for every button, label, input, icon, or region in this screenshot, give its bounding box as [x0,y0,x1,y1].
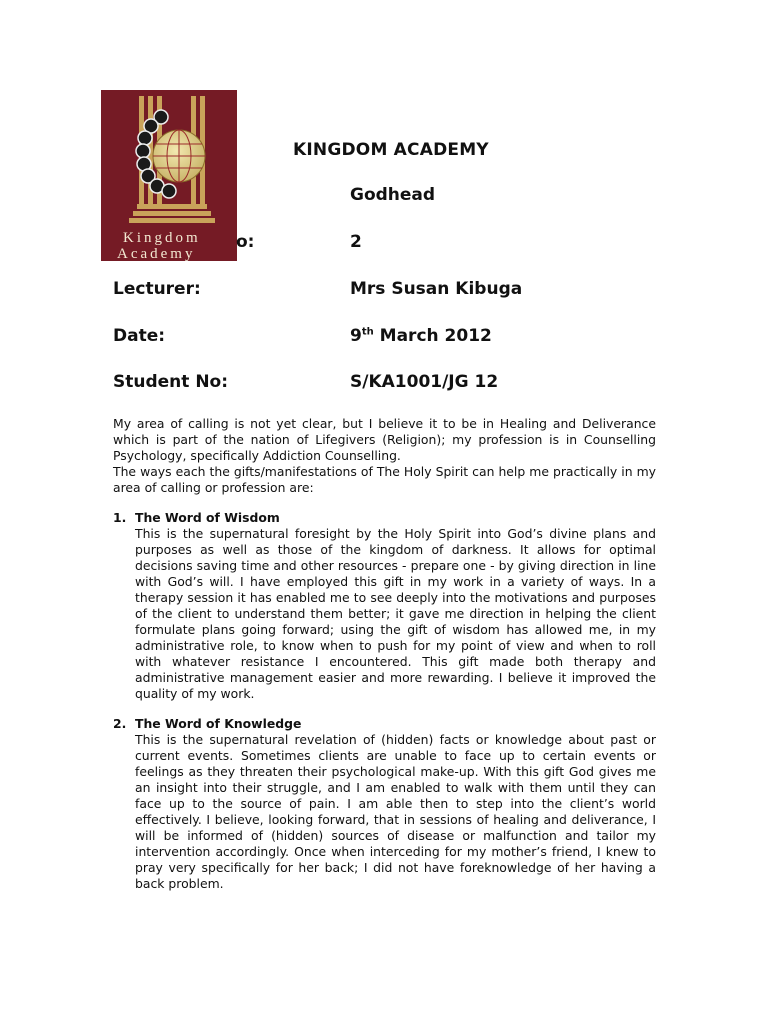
list-item-number: 2. [113,716,127,731]
logo-text-line1: Kingdom [123,230,201,246]
date-day: 9 [350,326,362,346]
kingdom-academy-logo [101,90,237,261]
assignment-label: o: [236,232,255,252]
list-item-number: 1. [113,510,127,525]
date-value [350,326,492,346]
intro-paragraph-2: The ways each the gifts/manifestations of The Holy Spirit can help me practically in my area of calling or profession are: [113,464,656,495]
student-no-value: S/KA1001/JG 12 [350,372,499,392]
gifts-list [113,510,656,892]
list-item-title: The Word of Knowledge [135,716,302,731]
date-suffix: th [361,326,374,338]
list-item-text: This is the supernatural foresight by the Holy Spirit into God’s divine plans and purposes as well as those of the kingdom of darkness. It allows for optimal decisions saving time and other resources - prepare one - by giving direction in line with God’s will. I have employed this gift in my work in a variety of ways. In a therapy session it has enabled me to see deeply into the motivations and purposes of the client to understand them better; it gave me direction in helping the client formulate plans going forward; using the gift of wisdom has allowed me, in my administrative role, to know when to push for my point of view and when to roll with whatever resistance I encountered. This gift made both therapy and administrative management easier and more rewarding. I believe it improved the quality of my work. [135,526,656,701]
assignment-value: 2 [350,232,362,252]
list-item [113,510,656,702]
subject-value: Godhead [350,185,436,205]
lecturer-value: Mrs Susan Kibuga [350,279,523,299]
lecturer-label: Lecturer: [113,279,201,299]
date-rest: March 2012 [379,326,492,346]
list-item-text: This is the supernatural revelation of (hidden) facts or knowledge about past or current events. Sometimes clients are unable to face up to certain events or feelings as they threaten their psychological make-up. With this gift God gives me an insight into their struggle, and I am enabled to walk with them until they can face up to the source of pain. I am able then to step into the client’s world effectively. I believe, looking forward, that in sessions of healing and deliverance, I will be informed of (hidden) sources of disease or malfunction and tailor my intervention accordingly. Once when interceding for my mother’s friend, I knew to pray very specifically for her back; I did not have foreknowledge of her having a back problem. [135,732,656,891]
student-no-label: Student No: [113,372,229,392]
logo-emblem-icon [101,90,237,261]
intro-paragraph: My area of calling is not yet clear, but I believe it to be in Healing and Deliverance which is part of the nation of Lifegivers (Religion); my profession is in Counselling Psychology, specifically Addiction Counselling. [113,416,656,463]
list-item-title: The Word of Wisdom [135,510,280,525]
list-item [113,716,656,892]
logo-text-line2: Academy [117,246,196,261]
document-body [113,416,656,906]
date-label: Date: [113,326,166,346]
page-title: KINGDOM ACADEMY [293,140,489,160]
